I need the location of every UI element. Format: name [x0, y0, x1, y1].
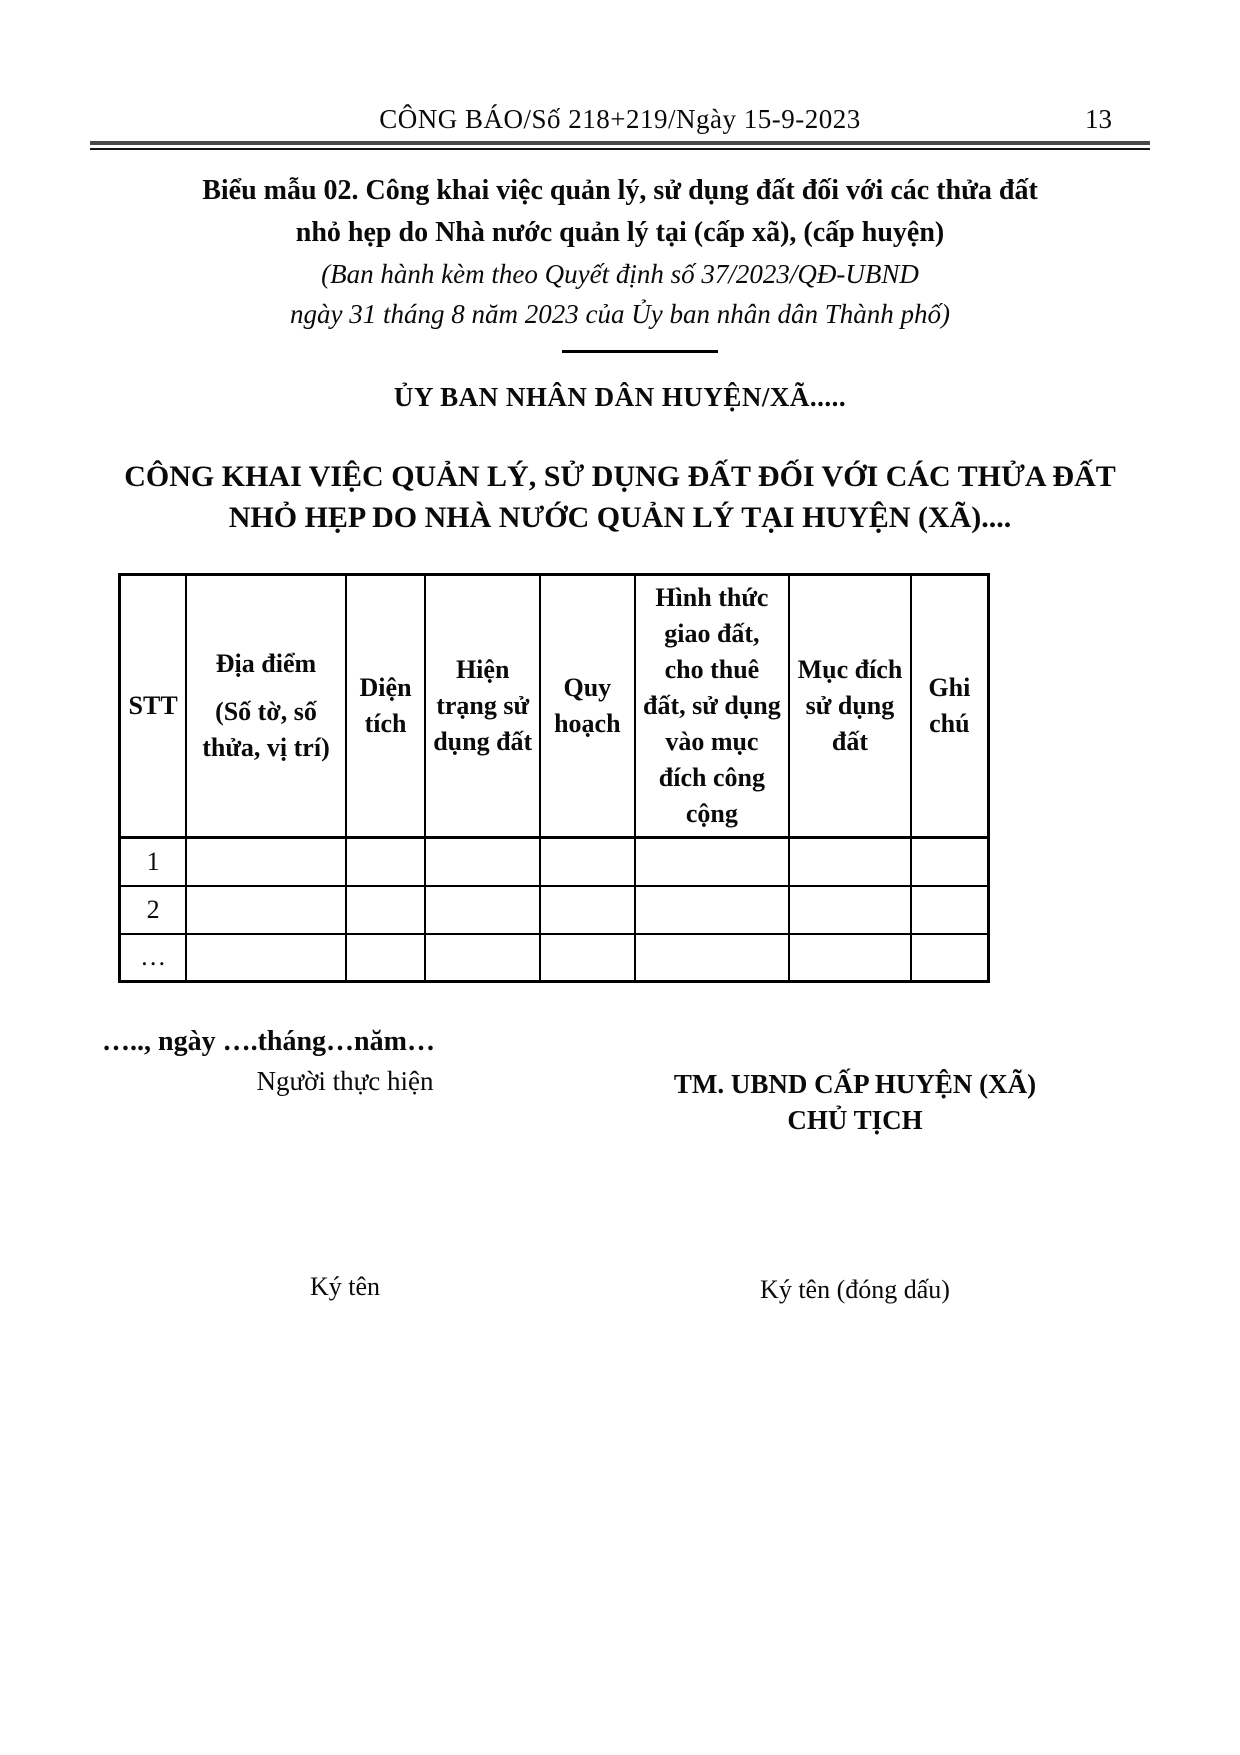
preparer-title: Người thực hiện — [256, 1066, 434, 1096]
empty-cell — [186, 838, 345, 886]
document-heading-line2: NHỎ HẸP DO NHÀ NƯỚC QUẢN LÝ TẠI HUYỆN (XÃ).... — [228, 501, 1012, 534]
empty-cell — [789, 838, 911, 886]
date-line: ….., ngày ….tháng…năm… — [102, 1026, 435, 1057]
row-index-cell: 1 — [120, 838, 187, 886]
empty-cell — [186, 886, 345, 934]
col-header-muc-dich-label: Mục đích sử dụng đất — [797, 655, 903, 756]
col-header-quy-hoach — [540, 575, 635, 838]
chairman-title: CHỦ TỊCH — [787, 1105, 923, 1135]
empty-cell — [635, 934, 790, 982]
col-header-hinh-thuc-label: Hình thức giao đất, cho thuê đất, sử dụng vào mục đích công cộng — [643, 583, 781, 828]
table-header-row — [120, 575, 989, 838]
empty-cell — [186, 934, 345, 982]
empty-cell — [911, 838, 989, 886]
col-header-dia-diem-sub: (Số tờ, số thửa, vị trí) — [202, 697, 330, 762]
chairman-sign-note: Ký tên (đóng dấu) — [760, 1275, 950, 1304]
col-header-dien-tich — [346, 575, 426, 838]
col-header-muc-dich — [789, 575, 911, 838]
empty-cell — [911, 886, 989, 934]
land-parcel-table-wrap — [118, 573, 990, 983]
header-rule — [90, 141, 1150, 150]
authority-block — [620, 1066, 1090, 1138]
row-index-cell: … — [120, 934, 187, 982]
table-row — [120, 934, 989, 982]
form-title — [100, 170, 1140, 254]
empty-cell — [789, 934, 911, 982]
issuance-line2: ngày 31 tháng 8 năm 2023 của Ủy ban nhân dân Thành phố) — [290, 299, 950, 329]
issuance-line1: (Ban hành kèm theo Quyết định số 37/2023/QĐ-UBND — [321, 259, 919, 289]
land-parcel-table — [118, 573, 990, 983]
col-header-dia-diem-label: Địa điểm — [215, 649, 317, 678]
section-divider — [562, 350, 718, 353]
document-heading — [100, 456, 1140, 538]
empty-cell — [425, 934, 540, 982]
authority-line: TM. UBND CẤP HUYỆN (XÃ) — [673, 1069, 1037, 1099]
form-title-line1: Biểu mẫu 02. Công khai việc quản lý, sử dụng đất đối với các thửa đất — [202, 175, 1038, 206]
issuance-note — [100, 254, 1140, 334]
empty-cell — [540, 886, 635, 934]
gazette-issue-title: CÔNG BÁO/Số 218+219/Ngày 15-9-2023 — [379, 104, 861, 134]
col-header-hinh-thuc — [635, 575, 790, 838]
col-header-stt — [120, 575, 187, 838]
col-header-ghi-chu — [911, 575, 989, 838]
preparer-sign-note: Ký tên — [309, 1272, 381, 1301]
empty-cell — [346, 838, 426, 886]
empty-cell — [635, 838, 790, 886]
empty-cell — [425, 886, 540, 934]
document-heading-line1: CÔNG KHAI VIỆC QUẢN LÝ, SỬ DỤNG ĐẤT ĐỐI VỚI CÁC THỬA ĐẤT — [124, 460, 1116, 493]
empty-cell — [540, 838, 635, 886]
col-header-dien-tich-label: Diện tích — [359, 673, 412, 738]
col-header-stt-label: STT — [128, 691, 178, 720]
empty-cell — [346, 934, 426, 982]
row-index-cell: 2 — [120, 886, 187, 934]
empty-cell — [540, 934, 635, 982]
empty-cell — [635, 886, 790, 934]
form-title-line2: nhỏ hẹp do Nhà nước quản lý tại (cấp xã), (cấp huyện) — [295, 217, 945, 248]
page-number: 13 — [1085, 104, 1112, 134]
col-header-ghi-chu-label: Ghi chú — [928, 673, 971, 738]
col-header-hien-trang-label: Hiện trạng sử dụng đất — [433, 655, 533, 756]
col-header-quy-hoach-label: Quy hoạch — [554, 673, 621, 738]
col-header-dia-diem — [186, 575, 345, 838]
table-row — [120, 838, 989, 886]
page-content — [100, 0, 1140, 1755]
table-row — [120, 886, 989, 934]
empty-cell — [425, 838, 540, 886]
empty-cell — [789, 886, 911, 934]
issuing-agency: ỦY BAN NHÂN DÂN HUYỆN/XÃ..... — [393, 382, 847, 412]
empty-cell — [911, 934, 989, 982]
empty-cell — [346, 886, 426, 934]
col-header-hien-trang — [425, 575, 540, 838]
